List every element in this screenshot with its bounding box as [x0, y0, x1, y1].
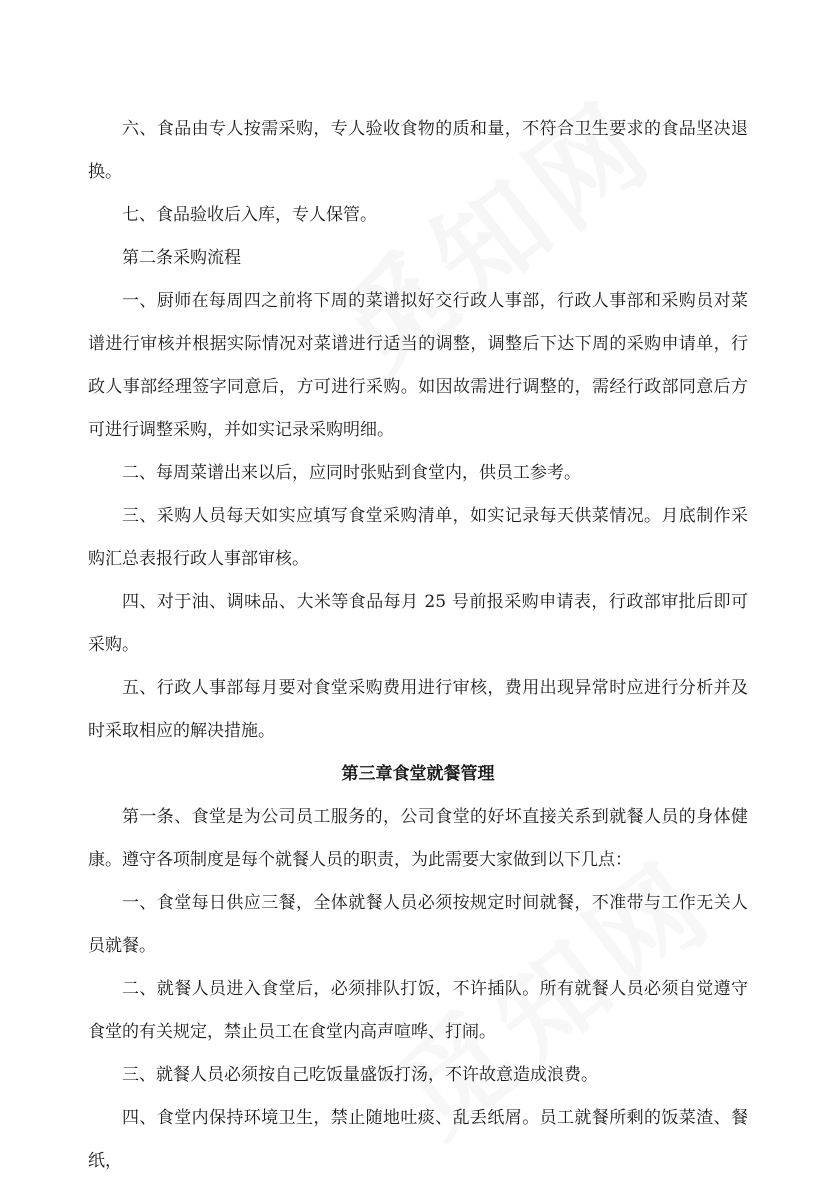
paragraph-procurement-1: 一、厨师在每周四之前将下周的菜谱拟好交行政人事部，行政人事部和采购员对菜谱进行审核并根据实际情况对菜谱进行适当的调整，调整后下达下周的采购申请单，行政人事部经理签字同意后，方可进行采购。如因故需进行调整的，需经行政部同意后方可进行调整采购，并如实记录采购明细。	[88, 291, 748, 440]
document-body	[88, 108, 748, 1183]
paragraph-dining-2: 二、就餐人员进入食堂后，必须排队打饭，不许插队。所有就餐人员必须自觉遵守食堂的有关规定，禁止员工在食堂内高声喧哗、打闹。	[88, 979, 748, 1042]
paragraph-dining-4: 四、食堂内保持环境卫生，禁止随地吐痰、乱丢纸屑。员工就餐所剩的饭菜渣、餐纸，	[88, 1108, 748, 1171]
paragraph-procurement-2: 二、每周菜谱出来以后，应同时张贴到食堂内，供员工参考。	[122, 463, 581, 483]
paragraph-procurement-4: 四、对于油、调味品、大米等食品每月 25 号前报采购申请表，行政部审批后即可采购。	[88, 592, 748, 655]
paragraph-procurement-3: 三、采购人员每天如实应填写食堂采购清单，如实记录每天供菜情况。月底制作采购汇总表报行政人事部审核。	[88, 506, 748, 569]
paragraph-item-7: 七、食品验收后入库，专人保管。	[122, 205, 377, 225]
paragraph-dining-article-1: 第一条、食堂是为公司员工服务的，公司食堂的好坏直接关系到就餐人员的身体健康。遵守各项制度是每个就餐人员的职责，为此需要大家做到以下几点：	[88, 807, 748, 870]
paragraph-procurement-5: 五、行政人事部每月要对食堂采购费用进行审核，费用出现异常时应进行分析并及时采取相应的解决措施。	[88, 678, 748, 741]
paragraph-dining-3: 三、就餐人员必须按自己吃饭量盛饭打汤，不许故意造成浪费。	[122, 1065, 598, 1085]
section-title-procurement-process: 第二条采购流程	[122, 248, 241, 268]
chapter-heading: 第三章食堂就餐管理	[341, 764, 495, 784]
paragraph-item-6: 六、食品由专人按需采购，专人验收食物的质和量，不符合卫生要求的食品坚决退换。	[88, 119, 748, 182]
paragraph-dining-1: 一、食堂每日供应三餐，全体就餐人员必须按规定时间就餐，不准带与工作无关人员就餐。	[88, 893, 748, 956]
